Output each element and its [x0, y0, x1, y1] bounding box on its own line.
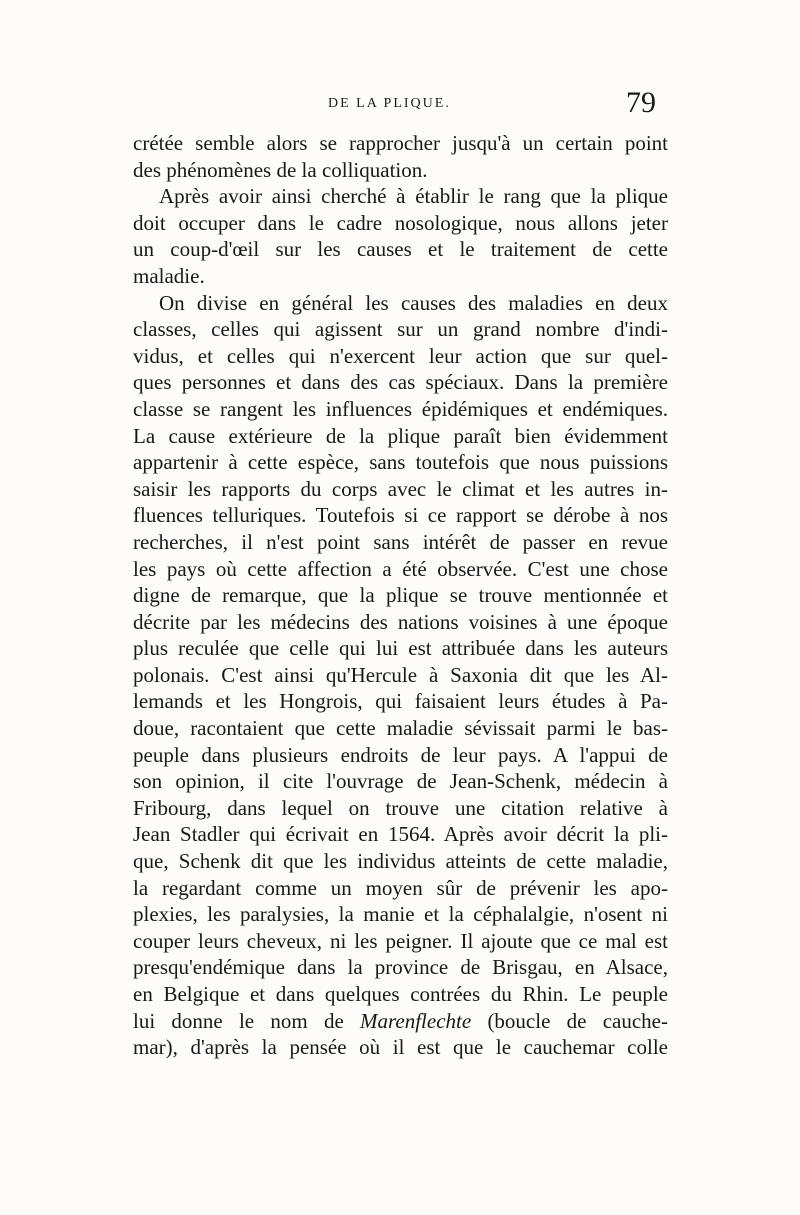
text-line: en Belgique et dans quelques contrées du Rhin. Le peuple — [133, 982, 668, 1006]
text-line: recherches, il n'est point sans intérêt de passer en revue — [133, 529, 668, 554]
text-line: classes, celles qui agissent sur un grand nombre d'indi- — [133, 317, 668, 342]
text-line: Jean Stadler qui écrivait en 1564. Après avoir décrit la pli- — [133, 822, 668, 847]
text-line: saisir les rapports du corps avec le climat et les autres in- — [133, 476, 668, 501]
text-line: classe se rangent les influences épidémiques et endémiques. — [133, 396, 668, 421]
text-line: couper leurs cheveux, ni les peigner. Il ajoute que ce mal est — [133, 928, 668, 953]
running-header — [0, 86, 800, 122]
text-line: maladie. — [133, 263, 205, 288]
text-line: que, Schenk dit que les individus atteints de cette maladie, — [133, 849, 668, 874]
text-segment: lui donne le nom de — [133, 1008, 361, 1033]
text-segment: (boucle de cauche- — [471, 1008, 668, 1033]
text-line-with-italic — [133, 1008, 668, 1035]
paragraph-first-line: Après avoir ainsi cherché à établir le rang que la plique — [159, 184, 668, 209]
text-line: Fribourg, dans lequel on trouve une citation relative à — [133, 795, 668, 820]
text-line: peuple dans plusieurs endroits de leur pays. A l'appui de — [133, 742, 668, 767]
text-line: polonais. C'est ainsi qu'Hercule à Saxonia dit que les Al- — [133, 662, 668, 687]
text-line: appartenir à cette espèce, sans toutefois que nous puissions — [133, 450, 668, 475]
text-line: doit occuper dans le cadre nosologique, nous allons jeter — [133, 210, 668, 235]
text-line: La cause extérieure de la plique paraît bien évidemment — [133, 423, 668, 448]
text-line: plus reculée que celle qui lui est attribuée dans les auteurs — [133, 636, 668, 661]
text-line: presqu'endémique dans la province de Brisgau, en Alsace, — [133, 955, 668, 980]
italic-term: Marenflechte — [360, 1008, 472, 1033]
text-line: lemands et les Hongrois, qui faisaient leurs études à Pa- — [133, 689, 668, 714]
text-line: décrite par les médecins des nations voisines à une époque — [133, 609, 668, 634]
running-title: DE LA PLIQUE. — [328, 96, 451, 111]
text-line: fluences telluriques. Toutefois si ce rapport se dérobe à nos — [133, 503, 668, 528]
text-line: ques personnes et dans des cas spéciaux. Dans la première — [133, 370, 668, 395]
text-line: la regardant comme un moyen sûr de prévenir les apo- — [133, 875, 668, 900]
text-line: mar), d'après la pensée où il est que le cauchemar colle — [133, 1035, 668, 1060]
body-text — [133, 130, 668, 1061]
text-line: digne de remarque, que la plique se trouve mentionnée et — [133, 583, 668, 608]
text-line: plexies, les paralysies, la manie et la céphalalgie, n'osent ni — [133, 902, 668, 927]
text-line: les pays où cette affection a été observée. C'est une chose — [133, 556, 668, 581]
text-line: crétée semble alors se rapprocher jusqu'à un certain point — [133, 131, 668, 155]
text-line: son opinion, il cite l'ouvrage de Jean-Schenk, médecin à — [133, 769, 668, 794]
text-line: des phénomènes de la colliquation. — [133, 157, 428, 182]
paragraph-first-line: On divise en général les causes des maladies en deux — [159, 290, 668, 315]
text-line: doue, racontaient que cette maladie sévissait parmi le bas- — [133, 716, 668, 741]
text-line: un coup-d'œil sur les causes et le traitement de cette — [133, 237, 668, 262]
page-number: 79 — [626, 86, 656, 119]
text-line: vidus, et celles qui n'exercent leur action que sur quel- — [133, 343, 668, 368]
